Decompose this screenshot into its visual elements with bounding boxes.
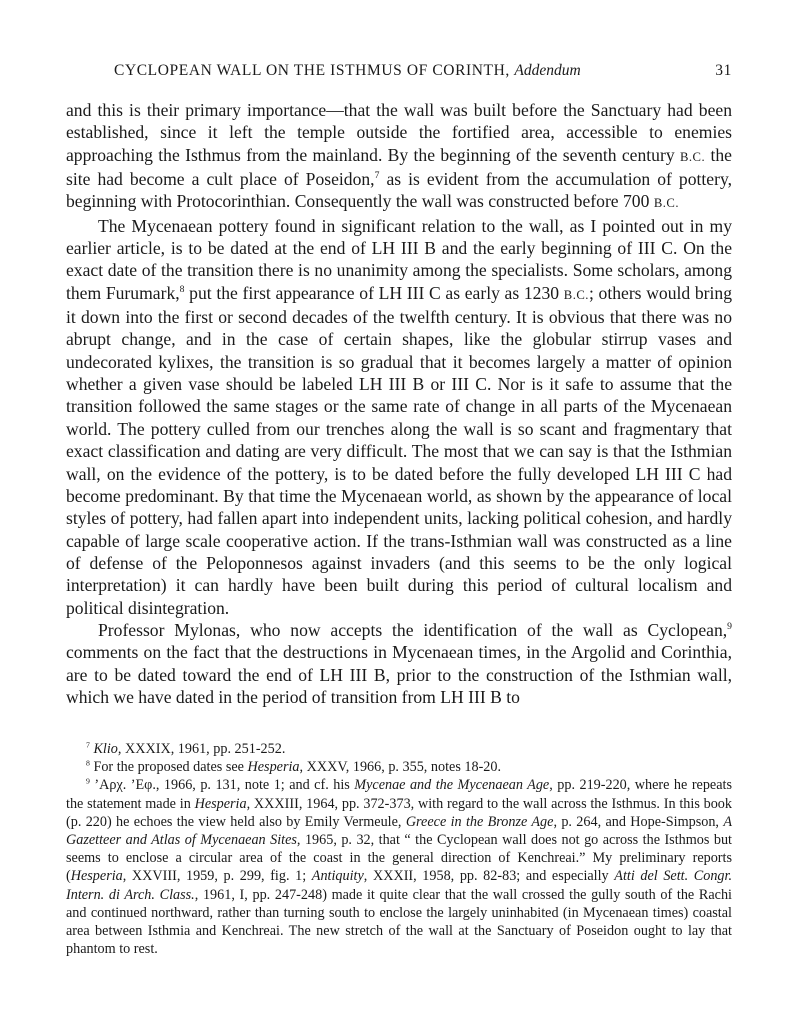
text-run: , p. 264, and Hope-Simpson, — [553, 813, 724, 830]
text-run: , XXVIII, 1959, p. 299, fig. 1; — [122, 868, 312, 885]
body-text — [66, 99, 732, 708]
footnotes — [66, 740, 732, 958]
text-run: as is evident from the accumulation of pottery, beginning with Protocorinthian. Consequently the wall was constructed before 700 — [66, 169, 732, 212]
footnote-marker: 8 — [86, 758, 90, 768]
footnote — [66, 740, 732, 758]
footnote — [66, 776, 732, 958]
text-run: comments on the fact that the destructions in Mycenaean times, in the Argolid and Corinthia, are to be dated toward the end of LH III B, prior to the construction of the Isthmian wall, which we have dated in the period of transition from LH III B to — [66, 642, 732, 707]
italic-text: Antiquity — [311, 868, 364, 885]
text-run: , XXXIII, 1964, pp. 372-373, with regard to the wall across the Isthmus. In this book (p. 220) he echoes the view held also by Emily Vermeule, — [66, 795, 732, 830]
text-run: ’Aρχ. ’Eφ., 1966, p. 131, note 1; and cf. his — [89, 777, 355, 794]
italic-text: Greece in the Bronze Age — [405, 813, 554, 830]
footnote — [66, 758, 732, 776]
running-head — [66, 62, 732, 84]
small-caps-text: B.C. — [679, 149, 706, 164]
text-run: put the first appearance of LH III C as early as 1230 — [184, 282, 564, 303]
text-run: The Mycenaean pottery found in significant relation to the wall, as I pointed out in my earlier article, is to be dated at the end of LH III B and the early beginning of III C. On the exact date of the transition there is no unanimity among the specialists. Some scholars, among them Furumark, — [66, 215, 732, 303]
footnote-marker: 7 — [86, 740, 90, 750]
paragraph — [66, 215, 732, 619]
italic-text: A Gazetteer and Atlas of Mycenaean Sites — [66, 813, 732, 849]
text-run: Professor Mylonas, who now accepts the identification of the wall as Cyclopean, — [98, 619, 728, 640]
paragraph — [66, 99, 732, 215]
italic-text: Hesperia — [247, 759, 300, 776]
paragraph — [66, 619, 732, 708]
text-run: For the proposed dates see — [89, 759, 248, 776]
italic-text: Klio — [93, 741, 118, 757]
footnote-marker: 9 — [86, 776, 90, 786]
text-run: , pp. 219-220, where he repeats the statement made in — [66, 777, 732, 812]
small-caps-text: B.C. — [563, 287, 589, 302]
running-head-title-italic: Addendum — [514, 62, 581, 79]
text-run: , 1961, I, pp. 247-248) made it quite clear that the wall crossed the gully south of the Rachi and continued northward, rather than turning south to enclose the largely uninhabited (in Mycenaean times) coastal area between Isthmia and Kenchreai. The new stretch of the wall at the Sanctuary of Poseidon ought to lay that phantom to rest. — [66, 886, 732, 958]
italic-text: Hesperia — [70, 868, 123, 885]
italic-text: Hesperia — [194, 795, 247, 812]
text-run: , 1965, p. 32, that “ the Cyclopean wall does not go across the Isthmos but seems to enclose a circular area of the coast in the general direction of Kenchreai.” My preliminary reports ( — [66, 832, 732, 885]
italic-text: Atti del Sett. Congr. Intern. di Arch. Class. — [66, 868, 733, 903]
page-number: 31 — [715, 62, 732, 79]
italic-text: Mycenae and the Mycenaean Age — [354, 777, 550, 794]
text-run: , XXXIX, 1961, pp. 251-252. — [117, 741, 286, 757]
text-run: , XXXII, 1958, pp. 82-83; and especially — [363, 868, 615, 885]
small-caps-text: B.C. — [653, 196, 680, 211]
running-head-title-text: CYCLOPEAN WALL ON THE ISTHMUS OF CORINTH, — [114, 62, 510, 79]
text-run: the site had become a cult place of Poseidon, — [66, 144, 732, 190]
footnote-marker: 9 — [727, 621, 732, 633]
footnote-marker: 8 — [179, 283, 185, 295]
text-run: ; others would bring it down into the first or second decades of the twelfth century. It is obvious that there was no abrupt change, and in the case of certain shapes, like the globular stirrup vases and undecorated kylixes, the transition is so gradual that it becomes largely a matter of opinion whether a given vase should be labeled LH III B or III C. Nor is it safe to assume that the transition followed the same stages or the same rate of change in all parts of the Mycenaean world. The pottery culled from our trenches along the wall is so scant and fragmentary that exact classification and dating are very difficult. The most that we can say is that the Isthmian wall, on the evidence of the pottery, is to be dated before the fully developed LH III C had become predominant. By that time the Mycenaean world, as shown by the appearance of local styles of pottery, had fallen apart into independent units, lacking political cohesion, and hardly capable of large scale cooperative action. If the trans-Isthmian wall was constructed as a line of defense of the Peloponnesos against invaders (and this seems to be the only logical interpretation) it can hardly have been built during this period of cultural localism and political disintegration. — [66, 282, 732, 618]
running-head-title — [114, 62, 581, 80]
footnote-marker: 7 — [374, 170, 380, 182]
text-run: and this is their primary importance—that the wall was built before the Sanctuary had been established, since it left the temple outside the fortified area, accessible to enemies approaching the Isthmus from the mainland. By the beginning of the seventh century — [66, 100, 732, 165]
text-run: , XXXV, 1966, p. 355, notes 18-20. — [299, 759, 502, 776]
